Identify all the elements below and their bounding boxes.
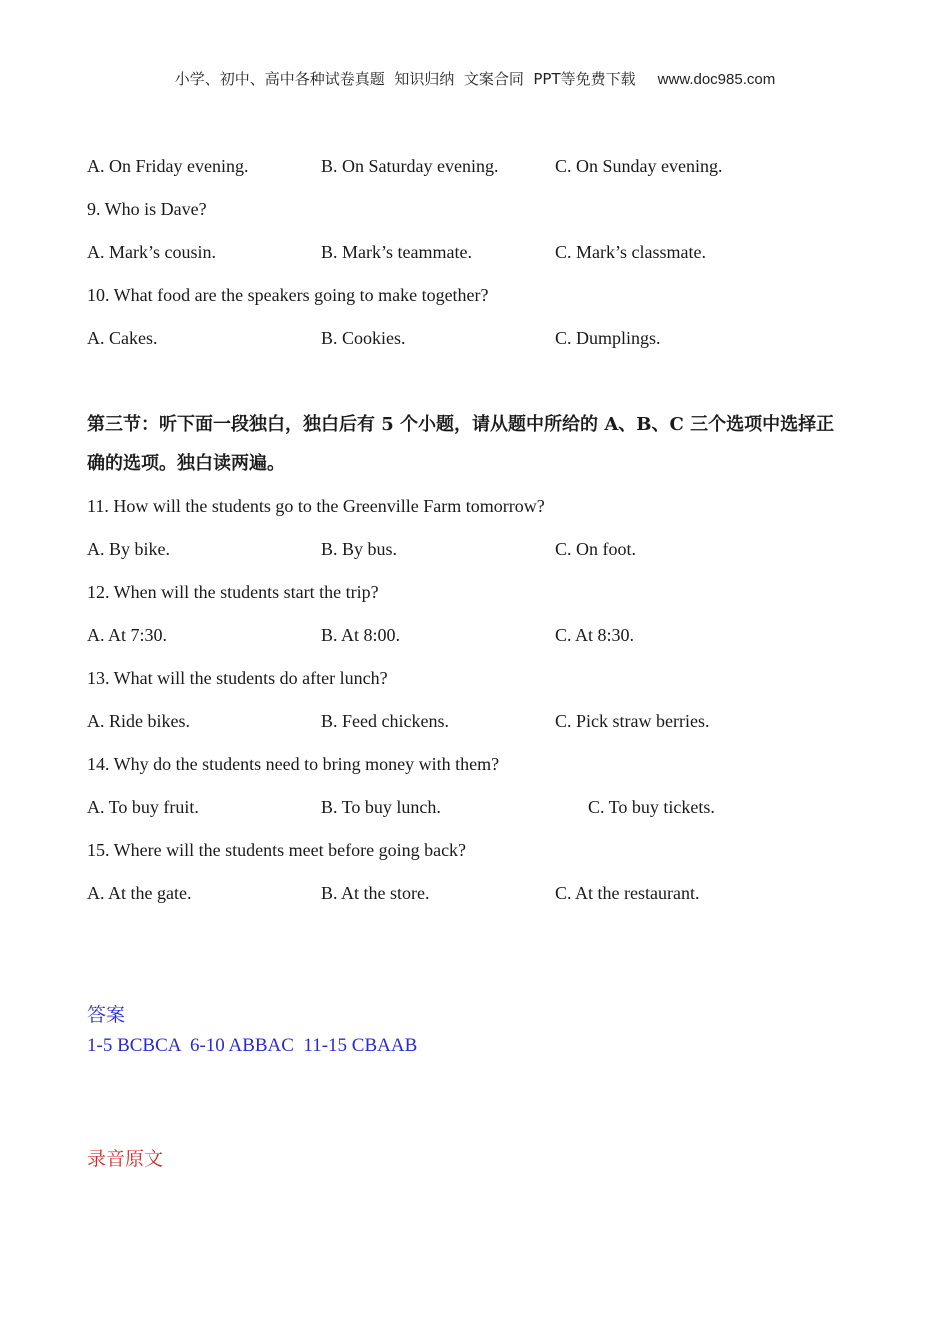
q9-option-a: A. Mark’s cousin. bbox=[87, 242, 216, 262]
q14-option-a: A. To buy fruit. bbox=[87, 797, 199, 817]
q10-option-b: B. Cookies. bbox=[321, 328, 406, 348]
q15-option-b: B. At the store. bbox=[321, 883, 430, 903]
answer-label: 答案 bbox=[87, 1004, 126, 1026]
q10-option-c: C. Dumplings. bbox=[555, 328, 661, 348]
q15-option-a: A. At the gate. bbox=[87, 883, 192, 903]
q9-option-c: C. Mark’s classmate. bbox=[555, 242, 706, 262]
question-10: 10. What food are the speakers going to make together? bbox=[87, 285, 489, 305]
q13-option-a: A. Ride bikes. bbox=[87, 711, 190, 731]
q8-option-b: B. On Saturday evening. bbox=[321, 156, 499, 176]
transcript-label: 录音原文 bbox=[87, 1148, 164, 1170]
question-14: 14. Why do the students need to bring money with them? bbox=[87, 754, 500, 774]
q14-option-b: B. To buy lunch. bbox=[321, 797, 441, 817]
q11-option-b: B. By bus. bbox=[321, 539, 398, 559]
q15-option-c: C. At the restaurant. bbox=[555, 883, 700, 903]
q14-option-c: C. To buy tickets. bbox=[588, 797, 715, 817]
question-15: 15. Where will the students meet before going back? bbox=[87, 840, 467, 860]
header-text: 小学、初中、高中各种试卷真题 知识归纳 文案合同 PPT等免费下载 bbox=[174, 70, 636, 88]
question-9: 9. Who is Dave? bbox=[87, 199, 207, 219]
question-11: 11. How will the students go to the Greenville Farm tomorrow? bbox=[87, 496, 545, 516]
q12-option-a: A. At 7:30. bbox=[87, 625, 168, 645]
q9-option-b: B. Mark’s teammate. bbox=[321, 242, 472, 262]
section-3-title bbox=[87, 405, 877, 483]
question-12: 12. When will the students start the trip? bbox=[87, 582, 379, 602]
q12-option-b: B. At 8:00. bbox=[321, 625, 401, 645]
header-site: www.doc985.com bbox=[657, 71, 776, 88]
q12-option-c: C. At 8:30. bbox=[555, 625, 635, 645]
question-13: 13. What will the students do after lunch? bbox=[87, 668, 388, 688]
section-3-title-line-1: 第三节：听下面一段独白，独白后有 5 个小题，请从题中所给的 A、B、C 三个选项中选择正 bbox=[87, 414, 835, 435]
q8-option-a: A. On Friday evening. bbox=[87, 156, 249, 176]
q11-option-a: A. By bike. bbox=[87, 539, 170, 559]
q8-option-c: C. On Sunday evening. bbox=[555, 156, 723, 176]
answer-key: 1-5 BCBCA 6-10 ABBAC 11-15 CBAAB bbox=[87, 1035, 418, 1056]
section-3-title-line-2: 确的选项。独白读两遍。 bbox=[87, 453, 285, 474]
q13-option-b: B. Feed chickens. bbox=[321, 711, 449, 731]
page-header bbox=[0, 68, 950, 89]
q10-option-a: A. Cakes. bbox=[87, 328, 158, 348]
q11-option-c: C. On foot. bbox=[555, 539, 636, 559]
q13-option-c: C. Pick straw berries. bbox=[555, 711, 710, 731]
